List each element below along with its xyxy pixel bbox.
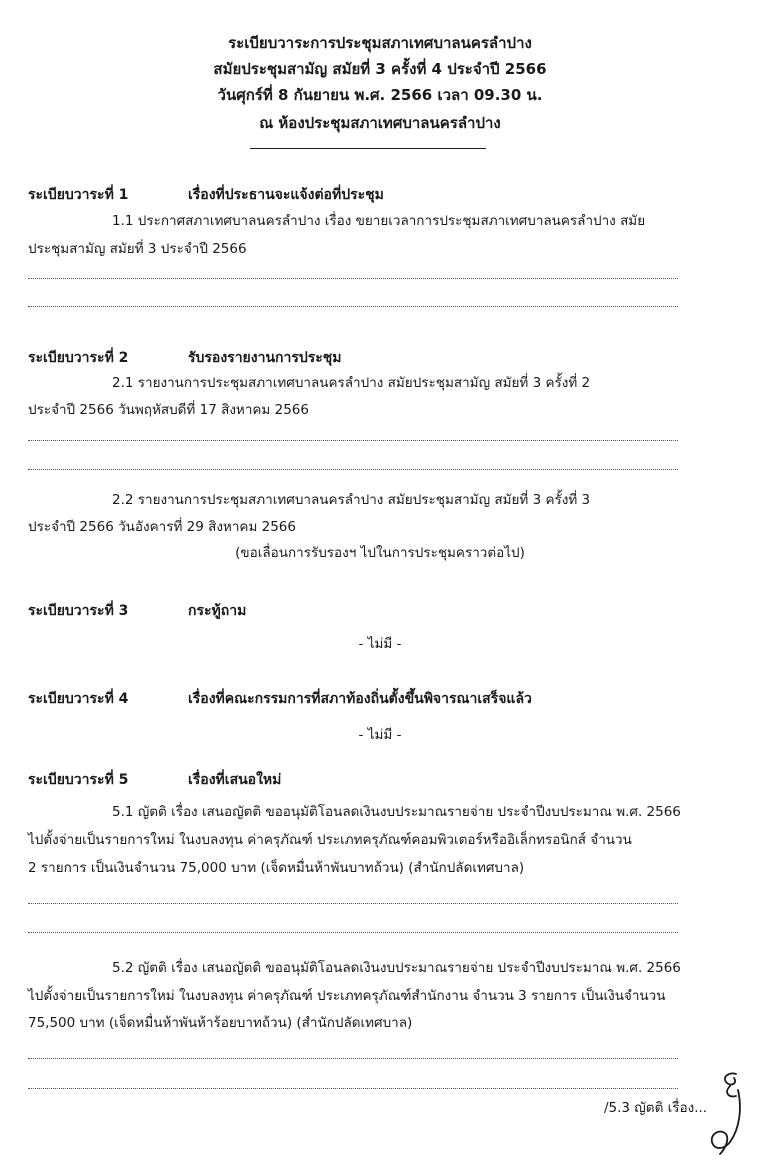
item-2-2-line2: ประจำปี 2566 วันอังคารที่ 29 สิงหาคม 2566 <box>28 519 296 535</box>
header-session: สมัยประชุมสามัญ สมัยที่ 3 ครั้งที่ 4 ประจำปี 2566 <box>213 60 547 78</box>
header-divider <box>250 148 486 149</box>
item-5-2-line1: 5.2 ญัตติ เรื่อง เสนอญัตติ ขออนุมัติโอนลดเงินงบประมาณรายจ่าย ประจำปีงบประมาณ พ.ศ. 2566 <box>112 960 681 976</box>
item-1-1-line2: ประชุมสามัญ สมัยที่ 3 ประจำปี 2566 <box>28 241 247 257</box>
item-2-1-line1: 2.1 รายงานการประชุมสภาเทศบาลนครลำปาง สมัยประชุมสามัญ สมัยที่ 3 ครั้งที่ 2 <box>112 375 591 391</box>
blank-line <box>28 1088 678 1089</box>
item-5-1-line2: ไปตั้งจ่ายเป็นรายการใหม่ ในงบลงทุน ค่าครุภัณฑ์ ประเภทครุภัณฑ์คอมพิวเตอร์หรืออิเล็กทรอนิกส์ จำนวน <box>28 832 632 848</box>
agenda-3-none: - ไม่มี - <box>358 636 402 652</box>
agenda-4-title: เรื่องที่คณะกรรมการที่สภาท้องถิ่นตั้งขึ้นพิจารณาเสร็จแล้ว <box>188 691 532 707</box>
agenda-4-label: ระเบียบวาระที่ 4 <box>28 691 129 707</box>
blank-line <box>28 306 678 307</box>
blank-line <box>28 440 678 441</box>
item-5-1-line3: 2 รายการ เป็นเงินจำนวน 75,000 บาท (เจ็ดหมื่นห้าพันบาทถ้วน) (สำนักปลัดเทศบาล) <box>28 860 525 876</box>
item-5-2-line3: 75,500 บาท (เจ็ดหมื่นห้าพันห้าร้อยบาทถ้วน) (สำนักปลัดเทศบาล) <box>28 1015 413 1031</box>
blank-line <box>28 469 678 470</box>
item-2-1-line2: ประจำปี 2566 วันพฤหัสบดีที่ 17 สิงหาคม 2566 <box>28 402 309 418</box>
agenda-5-title: เรื่องที่เสนอใหม่ <box>188 772 282 788</box>
blank-line <box>28 932 678 933</box>
item-5-1-line1: 5.1 ญัตติ เรื่อง เสนอญัตติ ขออนุมัติโอนลดเงินงบประมาณรายจ่าย ประจำปีงบประมาณ พ.ศ. 2566 <box>112 804 681 820</box>
agenda-3-title: กระทู้ถาม <box>188 603 247 619</box>
item-2-2-note: (ขอเลื่อนการรับรองฯ ไปในการประชุมคราวต่อไป) <box>235 545 525 561</box>
blank-line <box>28 903 678 904</box>
agenda-2-label: ระเบียบวาระที่ 2 <box>28 350 129 366</box>
agenda-4-none: - ไม่มี - <box>358 727 402 743</box>
header-date: วันศุกร์ที่ 8 กันยายน พ.ศ. 2566 เวลา 09.30 น. <box>217 86 543 104</box>
blank-line <box>28 1058 678 1059</box>
blank-line <box>28 278 678 279</box>
agenda-1-title: เรื่องที่ประธานจะแจ้งต่อที่ประชุม <box>188 187 384 203</box>
header-venue: ณ ห้องประชุมสภาเทศบาลนครลำปาง <box>259 114 501 132</box>
agenda-1-label: ระเบียบวาระที่ 1 <box>28 187 129 203</box>
agenda-3-label: ระเบียบวาระที่ 3 <box>28 603 129 619</box>
agenda-2-title: รับรองรายงานการประชุม <box>188 350 342 366</box>
continuation-text: /5.3 ญัตติ เรื่อง... <box>604 1100 708 1116</box>
agenda-5-label: ระเบียบวาระที่ 5 <box>28 772 129 788</box>
item-5-2-line2: ไปตั้งจ่ายเป็นรายการใหม่ ในงบลงทุน ค่าครุภัณฑ์ ประเภทครุภัณฑ์สำนักงาน จำนวน 3 รายการ เป็นเงินจำนวน <box>28 988 666 1004</box>
item-1-1-line1: 1.1 ประกาศสภาเทศบาลนครลำปาง เรื่อง ขยายเวลาการประชุมสภาเทศบาลนครลำปาง สมัย <box>112 213 646 229</box>
item-2-2-line1: 2.2 รายงานการประชุมสภาเทศบาลนครลำปาง สมัยประชุมสามัญ สมัยที่ 3 ครั้งที่ 3 <box>112 492 591 508</box>
header-title: ระเบียบวาระการประชุมสภาเทศบาลนครลำปาง <box>228 34 532 52</box>
signature-initials <box>700 1068 752 1158</box>
